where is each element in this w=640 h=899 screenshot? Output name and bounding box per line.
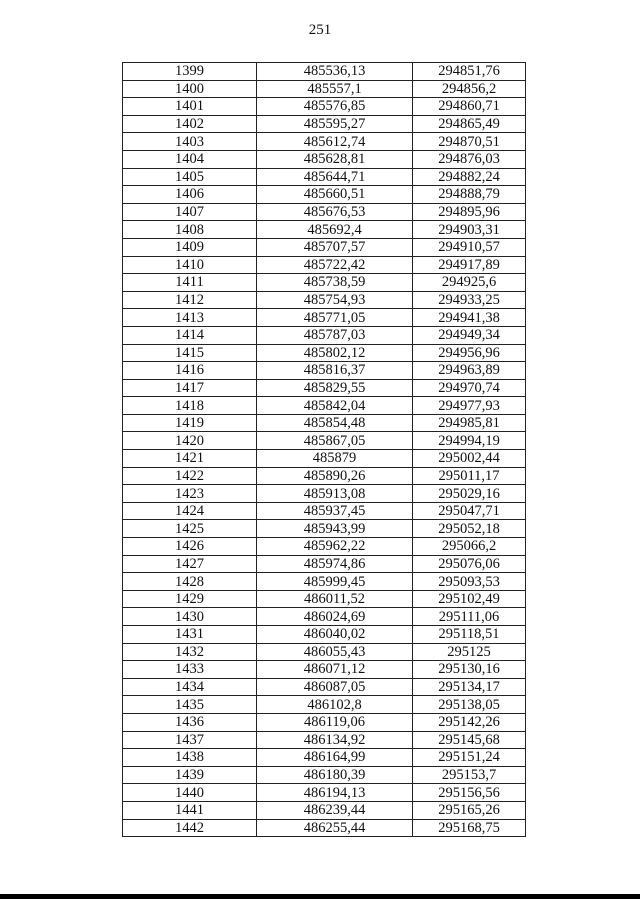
x-coordinate-cell: 485974,86	[257, 555, 413, 573]
table-row	[123, 256, 526, 274]
coordinates-table	[122, 62, 526, 837]
y-coordinate-cell: 294910,57	[413, 238, 526, 256]
point-number-cell: 1400	[123, 80, 257, 98]
table-row	[123, 590, 526, 608]
point-number-cell: 1415	[123, 344, 257, 362]
table-row	[123, 749, 526, 767]
point-number-cell: 1409	[123, 238, 257, 256]
x-coordinate-cell: 485754,93	[257, 291, 413, 309]
x-coordinate-cell: 485644,71	[257, 168, 413, 186]
table-row	[123, 397, 526, 415]
y-coordinate-cell: 294888,79	[413, 186, 526, 204]
y-coordinate-cell: 295138,05	[413, 696, 526, 714]
point-number-cell: 1420	[123, 432, 257, 450]
table-row	[123, 626, 526, 644]
x-coordinate-cell: 486102,8	[257, 696, 413, 714]
x-coordinate-cell: 485738,59	[257, 274, 413, 292]
x-coordinate-cell: 485787,03	[257, 326, 413, 344]
table-row	[123, 608, 526, 626]
x-coordinate-cell: 486164,99	[257, 749, 413, 767]
point-number-cell: 1433	[123, 661, 257, 679]
point-number-cell: 1413	[123, 309, 257, 327]
point-number-cell: 1436	[123, 713, 257, 731]
y-coordinate-cell: 294851,76	[413, 63, 526, 81]
y-coordinate-cell: 295076,06	[413, 555, 526, 573]
x-coordinate-cell: 485829,55	[257, 379, 413, 397]
y-coordinate-cell: 294941,38	[413, 309, 526, 327]
table-row	[123, 678, 526, 696]
y-coordinate-cell: 294956,96	[413, 344, 526, 362]
table-row	[123, 344, 526, 362]
y-coordinate-cell: 294895,96	[413, 203, 526, 221]
point-number-cell: 1401	[123, 98, 257, 116]
table-row	[123, 238, 526, 256]
table-row	[123, 485, 526, 503]
y-coordinate-cell: 294963,89	[413, 362, 526, 380]
y-coordinate-cell: 295168,75	[413, 819, 526, 837]
y-coordinate-cell: 294970,74	[413, 379, 526, 397]
page-number: 251	[308, 22, 332, 38]
y-coordinate-cell: 294985,81	[413, 414, 526, 432]
table-row	[123, 696, 526, 714]
point-number-cell: 1405	[123, 168, 257, 186]
y-coordinate-cell: 294865,49	[413, 115, 526, 133]
table-row	[123, 203, 526, 221]
table-row	[123, 115, 526, 133]
x-coordinate-cell: 485890,26	[257, 467, 413, 485]
table-row	[123, 467, 526, 485]
point-number-cell: 1402	[123, 115, 257, 133]
y-coordinate-cell: 295156,56	[413, 784, 526, 802]
y-coordinate-cell: 294949,34	[413, 326, 526, 344]
table-row	[123, 80, 526, 98]
y-coordinate-cell: 295118,51	[413, 626, 526, 644]
table-row	[123, 555, 526, 573]
x-coordinate-cell: 485557,1	[257, 80, 413, 98]
table-row	[123, 309, 526, 327]
table-row	[123, 379, 526, 397]
point-number-cell: 1432	[123, 643, 257, 661]
x-coordinate-cell: 485536,13	[257, 63, 413, 81]
y-coordinate-cell: 294860,71	[413, 98, 526, 116]
point-number-cell: 1427	[123, 555, 257, 573]
table-row	[123, 819, 526, 837]
x-coordinate-cell: 486239,44	[257, 801, 413, 819]
x-coordinate-cell: 486194,13	[257, 784, 413, 802]
point-number-cell: 1419	[123, 414, 257, 432]
x-coordinate-cell: 485692,4	[257, 221, 413, 239]
point-number-cell: 1403	[123, 133, 257, 151]
point-number-cell: 1407	[123, 203, 257, 221]
y-coordinate-cell: 295130,16	[413, 661, 526, 679]
y-coordinate-cell: 295111,06	[413, 608, 526, 626]
y-coordinate-cell: 295153,7	[413, 766, 526, 784]
y-coordinate-cell: 295029,16	[413, 485, 526, 503]
x-coordinate-cell: 485676,53	[257, 203, 413, 221]
x-coordinate-cell: 485842,04	[257, 397, 413, 415]
point-number-cell: 1438	[123, 749, 257, 767]
x-coordinate-cell: 485612,74	[257, 133, 413, 151]
x-coordinate-cell: 485707,57	[257, 238, 413, 256]
x-coordinate-cell: 485943,99	[257, 520, 413, 538]
y-coordinate-cell: 295066,2	[413, 538, 526, 556]
table-row	[123, 801, 526, 819]
table-row	[123, 731, 526, 749]
x-coordinate-cell: 485771,05	[257, 309, 413, 327]
table-row	[123, 326, 526, 344]
x-coordinate-cell: 486024,69	[257, 608, 413, 626]
x-coordinate-cell: 485937,45	[257, 502, 413, 520]
x-coordinate-cell: 485722,42	[257, 256, 413, 274]
point-number-cell: 1422	[123, 467, 257, 485]
y-coordinate-cell: 294917,89	[413, 256, 526, 274]
point-number-cell: 1417	[123, 379, 257, 397]
point-number-cell: 1411	[123, 274, 257, 292]
point-number-cell: 1440	[123, 784, 257, 802]
x-coordinate-cell: 486119,06	[257, 713, 413, 731]
point-number-cell: 1431	[123, 626, 257, 644]
x-coordinate-cell: 486040,02	[257, 626, 413, 644]
table-row	[123, 150, 526, 168]
point-number-cell: 1418	[123, 397, 257, 415]
y-coordinate-cell: 294903,31	[413, 221, 526, 239]
table-row	[123, 221, 526, 239]
table-row	[123, 661, 526, 679]
coordinates-table-body	[123, 63, 526, 837]
point-number-cell: 1423	[123, 485, 257, 503]
point-number-cell: 1434	[123, 678, 257, 696]
point-number-cell: 1424	[123, 502, 257, 520]
table-row	[123, 450, 526, 468]
x-coordinate-cell: 485802,12	[257, 344, 413, 362]
y-coordinate-cell: 294882,24	[413, 168, 526, 186]
table-row	[123, 784, 526, 802]
point-number-cell: 1442	[123, 819, 257, 837]
point-number-cell: 1408	[123, 221, 257, 239]
table-row	[123, 274, 526, 292]
x-coordinate-cell: 485999,45	[257, 573, 413, 591]
point-number-cell: 1414	[123, 326, 257, 344]
table-row	[123, 538, 526, 556]
x-coordinate-cell: 485628,81	[257, 150, 413, 168]
x-coordinate-cell: 485913,08	[257, 485, 413, 503]
point-number-cell: 1435	[123, 696, 257, 714]
y-coordinate-cell: 295165,26	[413, 801, 526, 819]
y-coordinate-cell: 295125	[413, 643, 526, 661]
y-coordinate-cell: 295052,18	[413, 520, 526, 538]
x-coordinate-cell: 485879	[257, 450, 413, 468]
y-coordinate-cell: 295011,17	[413, 467, 526, 485]
y-coordinate-cell: 294977,93	[413, 397, 526, 415]
table-row	[123, 414, 526, 432]
x-coordinate-cell: 485595,27	[257, 115, 413, 133]
x-coordinate-cell: 485816,37	[257, 362, 413, 380]
point-number-cell: 1426	[123, 538, 257, 556]
y-coordinate-cell: 294856,2	[413, 80, 526, 98]
y-coordinate-cell: 295047,71	[413, 502, 526, 520]
y-coordinate-cell: 295151,24	[413, 749, 526, 767]
x-coordinate-cell: 485867,05	[257, 432, 413, 450]
table-row	[123, 643, 526, 661]
y-coordinate-cell: 295134,17	[413, 678, 526, 696]
point-number-cell: 1421	[123, 450, 257, 468]
y-coordinate-cell: 294994,19	[413, 432, 526, 450]
x-coordinate-cell: 485660,51	[257, 186, 413, 204]
table-row	[123, 168, 526, 186]
x-coordinate-cell: 485962,22	[257, 538, 413, 556]
point-number-cell: 1429	[123, 590, 257, 608]
table-row	[123, 133, 526, 151]
table-row	[123, 520, 526, 538]
x-coordinate-cell: 486055,43	[257, 643, 413, 661]
point-number-cell: 1404	[123, 150, 257, 168]
x-coordinate-cell: 486134,92	[257, 731, 413, 749]
point-number-cell: 1425	[123, 520, 257, 538]
x-coordinate-cell: 485576,85	[257, 98, 413, 116]
point-number-cell: 1437	[123, 731, 257, 749]
y-coordinate-cell: 295093,53	[413, 573, 526, 591]
y-coordinate-cell: 295145,68	[413, 731, 526, 749]
y-coordinate-cell: 294933,25	[413, 291, 526, 309]
x-coordinate-cell: 486087,05	[257, 678, 413, 696]
table-row	[123, 713, 526, 731]
point-number-cell: 1399	[123, 63, 257, 81]
table-row	[123, 63, 526, 81]
point-number-cell: 1428	[123, 573, 257, 591]
y-coordinate-cell: 295102,49	[413, 590, 526, 608]
y-coordinate-cell: 294870,51	[413, 133, 526, 151]
table-row	[123, 98, 526, 116]
table-row	[123, 362, 526, 380]
point-number-cell: 1406	[123, 186, 257, 204]
x-coordinate-cell: 486180,39	[257, 766, 413, 784]
table-row	[123, 573, 526, 591]
y-coordinate-cell: 295002,44	[413, 450, 526, 468]
table-row	[123, 186, 526, 204]
point-number-cell: 1441	[123, 801, 257, 819]
point-number-cell: 1416	[123, 362, 257, 380]
table-row	[123, 766, 526, 784]
y-coordinate-cell: 294876,03	[413, 150, 526, 168]
point-number-cell: 1412	[123, 291, 257, 309]
x-coordinate-cell: 485854,48	[257, 414, 413, 432]
point-number-cell: 1410	[123, 256, 257, 274]
table-row	[123, 291, 526, 309]
x-coordinate-cell: 486255,44	[257, 819, 413, 837]
table-row	[123, 502, 526, 520]
y-coordinate-cell: 294925,6	[413, 274, 526, 292]
x-coordinate-cell: 486071,12	[257, 661, 413, 679]
point-number-cell: 1439	[123, 766, 257, 784]
x-coordinate-cell: 486011,52	[257, 590, 413, 608]
table-row	[123, 432, 526, 450]
y-coordinate-cell: 295142,26	[413, 713, 526, 731]
point-number-cell: 1430	[123, 608, 257, 626]
scan-edge-bar	[0, 894, 640, 899]
